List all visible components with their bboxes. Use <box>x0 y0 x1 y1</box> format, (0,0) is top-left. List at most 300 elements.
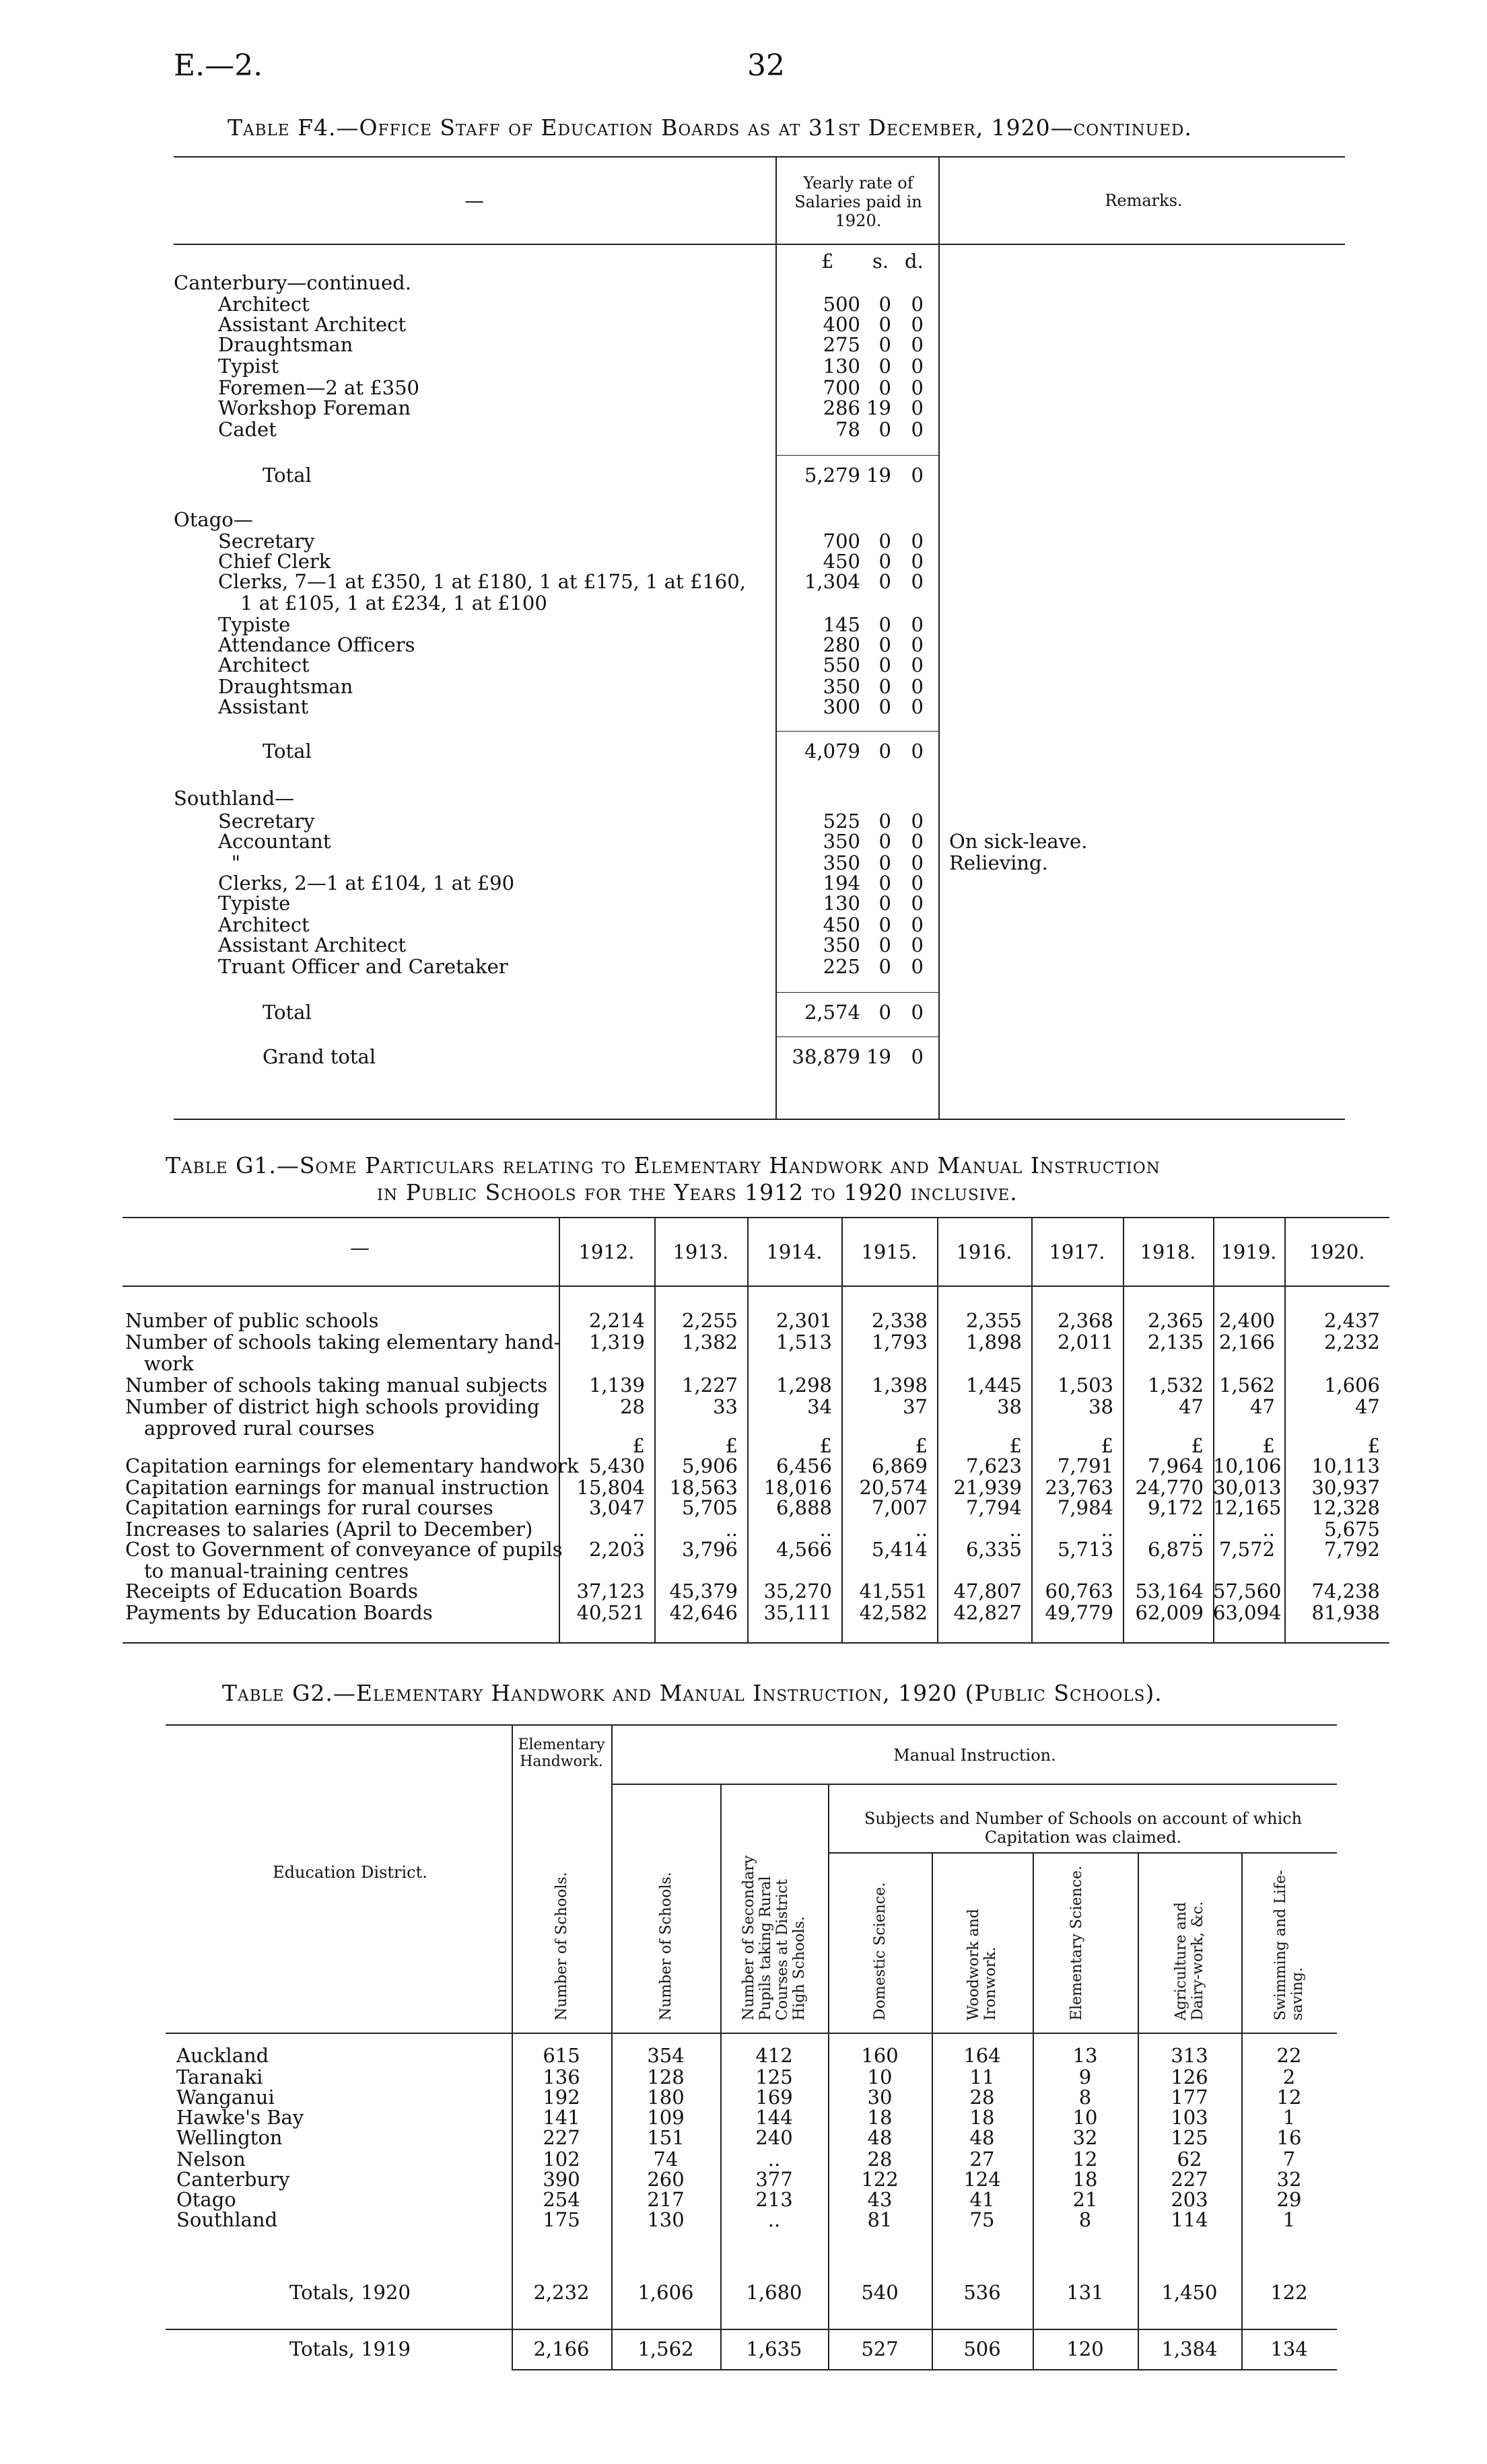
g1-column-rule <box>937 1217 938 1642</box>
g2-cell: 21 <box>1072 2188 1098 2211</box>
g2-cell: 12 <box>1072 2148 1098 2171</box>
g2-total-cell: 1,562 <box>637 2337 694 2360</box>
g1-cell: 35,111 <box>763 1601 832 1624</box>
g1-cell: 1,227 <box>681 1374 738 1397</box>
g1-cell: .. <box>1262 1518 1275 1541</box>
g1-cell: 3,796 <box>681 1538 738 1561</box>
f4-pence: 0 <box>911 913 924 936</box>
g2-subjects-header: Subjects and Number of Schools on account of which Capitation was claimed. <box>864 1809 1303 1847</box>
g2-column-header: Woodwork and Ironwork. <box>965 1909 999 2020</box>
g2-district-header: Education District. <box>273 1863 427 1882</box>
g1-row-label: approved rural courses <box>144 1417 375 1440</box>
g2-column-header: Domestic Science. <box>871 1882 889 2020</box>
g1-cell: 38 <box>997 1395 1022 1418</box>
f4-shillings: 0 <box>878 740 891 763</box>
g2-cell: 412 <box>755 2044 793 2067</box>
f4-row-label: Otago— <box>174 508 253 531</box>
f4-remark: On sick-leave. <box>949 830 1088 853</box>
f4-row-label: Secretary <box>218 810 315 833</box>
g1-row-label: Receipts of Education Boards <box>125 1580 418 1603</box>
f4-row-label: Workshop Foreman <box>218 396 411 419</box>
g1-cell: 1,562 <box>1218 1374 1275 1397</box>
g1-cell: 1,319 <box>588 1331 645 1353</box>
g1-cell: 6,875 <box>1147 1538 1204 1561</box>
g2-total-cell: 536 <box>963 2281 1001 2304</box>
g2-cell: 16 <box>1276 2126 1302 2149</box>
f4-row-label: Assistant <box>218 695 309 718</box>
g2-cell: 136 <box>543 2066 580 2088</box>
f4-shillings: 19 <box>866 464 891 487</box>
f4-pence: 0 <box>911 313 924 336</box>
f4-pounds: 78 <box>835 418 860 441</box>
f4-pounds: 2,574 <box>804 1001 860 1024</box>
g1-row-label: work <box>144 1352 194 1375</box>
g2-cell: 144 <box>755 2106 793 2129</box>
g2-column-header: Number of Schools. <box>657 1872 675 2020</box>
f4-pence: 0 <box>911 851 924 874</box>
g2-cell: 164 <box>963 2044 1001 2067</box>
g1-cell: 7,792 <box>1323 1538 1380 1561</box>
g2-cell: 203 <box>1171 2188 1208 2211</box>
g1-cell: 45,379 <box>669 1580 738 1603</box>
f4-row-label: Clerks, 7—1 at £350, 1 at £180, 1 at £175, 1 at £160, <box>218 570 746 593</box>
g2-cell: 169 <box>755 2086 793 2109</box>
g2-cell: 213 <box>755 2188 793 2211</box>
g2-cell: 227 <box>543 2126 580 2149</box>
g1-cell: 33 <box>713 1395 738 1418</box>
g2-cell: 254 <box>543 2188 580 2211</box>
g1-cell: 1,398 <box>871 1374 928 1397</box>
f4-pence: 0 <box>911 633 924 656</box>
g1-cell: 5,906 <box>681 1454 738 1477</box>
g2-cell: 354 <box>647 2044 685 2067</box>
g2-cell: 1 <box>1282 2208 1296 2231</box>
g2-cell: 41 <box>969 2188 995 2211</box>
g1-cell: 2,400 <box>1218 1309 1275 1332</box>
f4-shilling-symbol: s. <box>872 250 889 273</box>
g1-cell: 47 <box>1179 1395 1204 1418</box>
f4-pounds: 350 <box>823 675 860 698</box>
f4-pence: 0 <box>911 293 924 316</box>
g2-total-cell: 1,680 <box>746 2281 802 2304</box>
f4-pence: 0 <box>911 934 924 956</box>
f4-pounds: 350 <box>823 934 860 956</box>
g2-column-header: Number of Schools. <box>553 1872 570 2020</box>
g2-cell: 109 <box>647 2106 685 2129</box>
g1-column-rule <box>1213 1217 1214 1642</box>
f4-pounds: 500 <box>823 293 860 316</box>
g2-cell: 18 <box>1072 2168 1098 2191</box>
g1-cell: £ <box>632 1434 645 1457</box>
f4-pence: 0 <box>911 376 924 399</box>
g1-cell: 1,513 <box>775 1331 832 1353</box>
g1-cell: 5,705 <box>681 1496 738 1519</box>
g1-cell: 63,094 <box>1213 1601 1282 1624</box>
g1-cell: 1,139 <box>588 1374 645 1397</box>
g2-cell: 62 <box>1177 2148 1202 2171</box>
f4-shillings: 0 <box>878 633 891 656</box>
g2-district-name: Taranaki <box>176 2066 263 2088</box>
g2-total-cell: 527 <box>861 2337 899 2360</box>
table-f4-title: Table F4.—Office Staff of Education Boards as at 31st December, 1920—continued. <box>228 114 1192 141</box>
g1-cell: 23,763 <box>1045 1476 1113 1499</box>
f4-row-label: Assistant Architect <box>218 313 407 336</box>
g1-row-label: Number of schools taking elementary hand- <box>125 1331 561 1353</box>
f4-pounds: 350 <box>823 851 860 874</box>
g2-cell: 10 <box>867 2066 893 2088</box>
g1-cell: 2,166 <box>1218 1331 1275 1353</box>
g1-cell: £ <box>1367 1434 1380 1457</box>
g1-cell: 2,301 <box>775 1309 832 1332</box>
f4-pence: 0 <box>911 355 924 378</box>
g2-cell: 160 <box>861 2044 899 2067</box>
f4-shillings: 0 <box>878 293 891 316</box>
g1-cell: 18,563 <box>669 1476 738 1499</box>
g1-row-label: Number of district high schools providing <box>125 1395 540 1418</box>
f4-shillings: 0 <box>878 810 891 833</box>
f4-pounds: 350 <box>823 830 860 853</box>
f4-row-label: Cadet <box>218 418 277 441</box>
g1-cell: 42,582 <box>859 1601 928 1624</box>
g2-cell: 313 <box>1171 2044 1208 2067</box>
f4-total-rule <box>775 731 938 732</box>
f4-pounds: 700 <box>823 530 860 553</box>
g1-cell: £ <box>819 1434 832 1457</box>
g1-row-label: Capitation earnings for elementary handwork <box>125 1454 579 1477</box>
g1-cell: 2,437 <box>1323 1309 1380 1332</box>
g2-cell: 130 <box>647 2208 685 2231</box>
f4-shillings: 0 <box>878 654 891 676</box>
g2-district-name: Auckland <box>176 2044 269 2067</box>
g1-cell: 20,574 <box>859 1476 928 1499</box>
f4-pence-symbol: d. <box>905 250 924 273</box>
g1-cell: 1,898 <box>965 1331 1022 1353</box>
f4-remark: Relieving. <box>949 851 1048 874</box>
g2-total-cell: 540 <box>861 2281 899 2304</box>
g2-cell: 81 <box>867 2208 893 2231</box>
f4-salary-header: Yearly rate of Salaries paid in 1920. <box>794 174 922 230</box>
f4-pounds: 4,079 <box>804 740 860 763</box>
g1-cell: 12,165 <box>1213 1496 1282 1519</box>
f4-pounds: 400 <box>823 313 860 336</box>
g2-cell: 30 <box>867 2086 893 2109</box>
g2-cell: .. <box>767 2208 781 2231</box>
g1-cell: 35,270 <box>763 1580 832 1603</box>
g2-cell: 141 <box>543 2106 580 2129</box>
g1-row-label: Cost to Government of conveyance of pupils <box>125 1538 563 1561</box>
g2-cell: 48 <box>969 2126 995 2149</box>
g1-cell: 7,794 <box>965 1496 1022 1519</box>
g2-totals-label: Totals, 1919 <box>289 2337 411 2360</box>
g1-cell: .. <box>1101 1518 1113 1541</box>
f4-row-label: Truant Officer and Caretaker <box>218 955 508 978</box>
g1-cell: 2,255 <box>681 1309 738 1332</box>
g2-total-cell: 1,606 <box>637 2281 694 2304</box>
g2-cell: 12 <box>1276 2086 1302 2109</box>
f4-pounds: 286 <box>823 396 860 419</box>
g1-year-header: 1912. <box>578 1240 635 1263</box>
g1-year-header: 1913. <box>672 1240 729 1263</box>
f4-total-label: Total <box>263 740 312 763</box>
f4-pence: 0 <box>911 418 924 441</box>
g2-cell: 125 <box>755 2066 793 2088</box>
g2-total-cell: 120 <box>1066 2337 1104 2360</box>
f4-shillings: 0 <box>878 333 891 356</box>
f4-dash-header: — <box>464 189 484 212</box>
f4-pounds: 1,304 <box>804 570 860 593</box>
g1-cell: 2,203 <box>588 1538 645 1561</box>
table-g1-title-1: Table G1.—Some Particulars relating to Elementary Handwork and Manual Instruction <box>166 1152 1161 1178</box>
g2-total-cell: 122 <box>1270 2281 1308 2304</box>
f4-row-label: Draughtsman <box>218 333 353 356</box>
g1-year-header: 1918. <box>1140 1240 1196 1263</box>
g2-cell: 125 <box>1171 2126 1208 2149</box>
g2-total-cell: 2,232 <box>533 2281 590 2304</box>
g1-year-header: 1915. <box>861 1240 918 1263</box>
g2-cell: 217 <box>647 2188 685 2211</box>
f4-shillings: 0 <box>878 1001 891 1024</box>
g1-cell: 18,016 <box>763 1476 832 1499</box>
g1-cell: 6,335 <box>965 1538 1022 1561</box>
g1-year-header: 1920. <box>1309 1240 1365 1263</box>
page-number: 32 <box>747 48 785 83</box>
g1-cell: .. <box>725 1518 738 1541</box>
g1-cell: 34 <box>807 1395 832 1418</box>
f4-total-label: Total <box>263 464 312 487</box>
f4-shillings: 19 <box>866 1045 891 1068</box>
g1-row-label: Capitation earnings for manual instruction <box>125 1476 549 1499</box>
g1-cell: 4,566 <box>775 1538 832 1561</box>
g1-year-header: 1917. <box>1049 1240 1105 1263</box>
f4-pence: 0 <box>911 654 924 676</box>
f4-pounds: 225 <box>823 955 860 978</box>
g2-cell: 48 <box>867 2126 893 2149</box>
g2-cell: 175 <box>543 2208 580 2231</box>
g1-cell: 42,827 <box>953 1601 1022 1624</box>
g1-cell: £ <box>1191 1434 1204 1457</box>
g2-total-cell: 131 <box>1066 2281 1104 2304</box>
g1-cell: 60,763 <box>1045 1580 1113 1603</box>
f4-row-label: Secretary <box>218 530 315 553</box>
g2-cell: 29 <box>1276 2188 1302 2211</box>
f4-pence: 0 <box>911 810 924 833</box>
g2-cell: 32 <box>1072 2126 1098 2149</box>
g1-cell: 2,232 <box>1323 1331 1380 1353</box>
g2-cell: 102 <box>543 2148 580 2171</box>
g1-cell: 1,793 <box>871 1331 928 1353</box>
g2-cell: 2 <box>1282 2066 1296 2088</box>
g1-cell: 47 <box>1250 1395 1275 1418</box>
g2-cell: 1 <box>1282 2106 1296 2129</box>
g1-cell: 1,298 <box>775 1374 832 1397</box>
g2-cell: 18 <box>969 2106 995 2129</box>
g2-cell: 74 <box>653 2148 679 2171</box>
g2-cell: 615 <box>543 2044 580 2067</box>
f4-shillings: 0 <box>878 613 891 636</box>
g1-cell: 10,106 <box>1213 1454 1282 1477</box>
f4-total-rule <box>775 455 938 456</box>
g1-cell: £ <box>725 1434 738 1457</box>
g2-cell: 9 <box>1078 2066 1092 2088</box>
g2-column-header: Elementary Science. <box>1068 1865 1085 2020</box>
f4-pounds: 700 <box>823 376 860 399</box>
f4-shillings: 0 <box>878 913 891 936</box>
g1-cell: 1,445 <box>965 1374 1022 1397</box>
g1-cell: 21,939 <box>953 1476 1022 1499</box>
g1-cell: 47,807 <box>953 1580 1022 1603</box>
g2-cell: 227 <box>1171 2168 1208 2191</box>
f4-row-label: Typiste <box>218 613 291 636</box>
g2-total-cell: 1,384 <box>1161 2337 1218 2360</box>
g2-district-name: Wellington <box>176 2126 283 2149</box>
g1-cell: 5,675 <box>1323 1518 1380 1541</box>
f4-shillings: 0 <box>878 570 891 593</box>
g1-cell: 2,355 <box>965 1309 1022 1332</box>
f4-shillings: 0 <box>878 418 891 441</box>
g1-cell: 47 <box>1355 1395 1380 1418</box>
g1-cell: 40,521 <box>576 1601 645 1624</box>
g2-cell: 240 <box>755 2126 793 2149</box>
g1-cell: 15,804 <box>576 1476 645 1499</box>
g2-cell: 260 <box>647 2168 685 2191</box>
g1-cell: 10,113 <box>1311 1454 1380 1477</box>
g1-cell: .. <box>1009 1518 1022 1541</box>
g1-cell: 2,365 <box>1147 1309 1204 1332</box>
g1-cell: 38 <box>1088 1395 1113 1418</box>
f4-shillings: 0 <box>878 934 891 956</box>
g1-cell: 49,779 <box>1045 1601 1113 1624</box>
g1-cell: 30,013 <box>1213 1476 1282 1499</box>
g2-column-header: Number of Secondary Pupils taking Rural Courses at District High Schools. <box>740 1855 808 2020</box>
g1-cell: 37,123 <box>576 1580 645 1603</box>
g2-total-cell: 506 <box>963 2337 1001 2360</box>
f4-shillings: 0 <box>878 550 891 573</box>
g1-row-label: Capitation earnings for rural courses <box>125 1496 493 1519</box>
f4-shillings: 19 <box>866 396 891 419</box>
f4-row-label: Clerks, 2—1 at £104, 1 at £90 <box>218 872 515 894</box>
f4-pence: 0 <box>911 695 924 718</box>
g2-cell: 13 <box>1072 2044 1098 2067</box>
g1-cell: 5,430 <box>588 1454 645 1477</box>
g2-cell: 8 <box>1078 2086 1092 2109</box>
table-g1-title-2: in Public Schools for the Years 1912 to 1920 inclusive. <box>377 1179 1018 1205</box>
f4-pence: 0 <box>911 955 924 978</box>
g1-cell: 57,560 <box>1213 1580 1282 1603</box>
f4-pound-symbol: £ <box>821 250 834 273</box>
g1-cell: £ <box>1009 1434 1022 1457</box>
f4-remarks-header: Remarks. <box>1105 191 1183 210</box>
f4-pounds: 194 <box>823 872 860 894</box>
f4-total-label: Grand total <box>263 1045 376 1068</box>
f4-pounds: 280 <box>823 633 860 656</box>
f4-row-label: " <box>231 851 241 874</box>
g1-cell: 81,938 <box>1311 1601 1380 1624</box>
g2-cell: 10 <box>1072 2106 1098 2129</box>
g2-manual-header: Manual Instruction. <box>893 1746 1056 1765</box>
f4-pence: 0 <box>911 396 924 419</box>
g2-cell: 28 <box>867 2148 893 2171</box>
g2-total-cell: 1,450 <box>1161 2281 1218 2304</box>
g1-column-rule <box>841 1217 843 1642</box>
g2-total-cell: 134 <box>1270 2337 1308 2360</box>
g1-cell: 62,009 <box>1135 1601 1204 1624</box>
g1-cell: 24,770 <box>1135 1476 1204 1499</box>
f4-row-label: Typist <box>218 355 279 378</box>
f4-pence: 0 <box>911 872 924 894</box>
f4-pounds: 130 <box>823 892 860 915</box>
g1-cell: £ <box>1262 1434 1275 1457</box>
f4-row-label: Attendance Officers <box>218 633 415 656</box>
f4-pence: 0 <box>911 892 924 915</box>
g1-cell: 7,007 <box>871 1496 928 1519</box>
f4-pence: 0 <box>911 830 924 853</box>
f4-shillings: 0 <box>878 830 891 853</box>
f4-row-label: Architect <box>218 654 310 676</box>
g1-column-rule <box>559 1217 560 1642</box>
f4-pounds: 550 <box>823 654 860 676</box>
g1-cell: 28 <box>620 1395 645 1418</box>
g1-cell: 12,328 <box>1311 1496 1380 1519</box>
g1-row-label: Number of schools taking manual subjects <box>125 1374 548 1397</box>
g1-cell: £ <box>1101 1434 1113 1457</box>
g1-cell: 1,606 <box>1323 1374 1380 1397</box>
g2-column-header: Agriculture and Dairy-work, &c. <box>1173 1901 1206 2020</box>
g2-cell: 28 <box>969 2086 995 2109</box>
page-ref: E.—2. <box>174 48 263 83</box>
f4-shillings: 0 <box>878 675 891 698</box>
f4-shillings: 0 <box>878 313 891 336</box>
f4-pounds: 38,879 <box>792 1045 860 1068</box>
g2-district-name: Hawke's Bay <box>176 2106 304 2129</box>
f4-pounds: 145 <box>823 613 860 636</box>
f4-pounds: 450 <box>823 913 860 936</box>
g1-cell: 37 <box>903 1395 928 1418</box>
g1-cell: 5,713 <box>1057 1538 1113 1561</box>
g1-cell: 3,047 <box>588 1496 645 1519</box>
g2-total-cell: 2,166 <box>533 2337 590 2360</box>
f4-row-label: Architect <box>218 913 310 936</box>
g2-cell: 18 <box>867 2106 893 2129</box>
g2-total-cell: 1,635 <box>746 2337 802 2360</box>
g1-cell: 7,572 <box>1218 1538 1275 1561</box>
f4-row-label: 1 at £105, 1 at £234, 1 at £100 <box>240 592 547 614</box>
g1-cell: .. <box>632 1518 645 1541</box>
g2-cell: 122 <box>861 2168 899 2191</box>
f4-pence: 0 <box>911 530 924 553</box>
f4-pounds: 525 <box>823 810 860 833</box>
g2-cell: 180 <box>647 2086 685 2109</box>
f4-row-label: Accountant <box>218 830 331 853</box>
g2-district-name: Wanganui <box>176 2086 275 2109</box>
g2-cell: 192 <box>543 2086 580 2109</box>
f4-shillings: 0 <box>878 892 891 915</box>
g1-cell: 5,414 <box>871 1538 928 1561</box>
g1-cell: 1,532 <box>1147 1374 1204 1397</box>
g2-cell: 27 <box>969 2148 995 2171</box>
g2-cell: 7 <box>1282 2148 1296 2171</box>
table-g2-title: Table G2.—Elementary Handwork and Manual Instruction, 1920 (Public Schools). <box>222 1680 1163 1706</box>
g1-row-label: Payments by Education Boards <box>125 1601 433 1624</box>
g1-cell: £ <box>915 1434 928 1457</box>
g2-district-name: Otago <box>176 2188 236 2211</box>
g1-cell: 74,238 <box>1311 1580 1380 1603</box>
f4-row-label: Architect <box>218 293 310 316</box>
f4-shillings: 0 <box>878 872 891 894</box>
f4-pence: 0 <box>911 570 924 593</box>
g2-cell: 390 <box>543 2168 580 2191</box>
g1-cell: .. <box>1191 1518 1204 1541</box>
f4-pence: 0 <box>911 675 924 698</box>
